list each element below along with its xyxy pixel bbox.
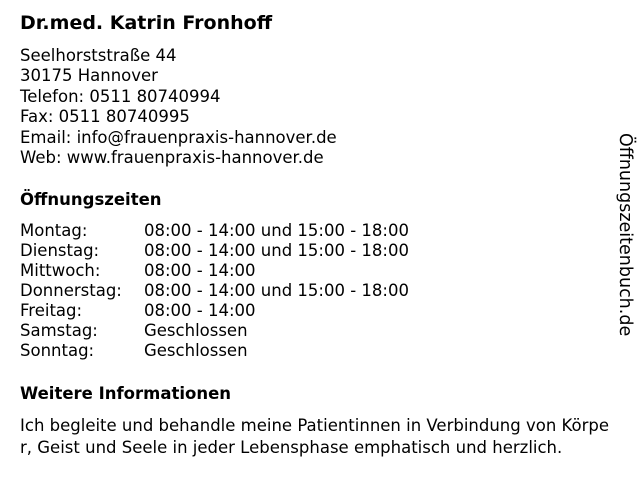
watermark-label: Öffnungszeitenbuch.de [615,133,635,337]
hours-row-tuesday [20,241,610,261]
email-line: Email: info@frauenpraxis-hannover.de [20,127,337,147]
address-city: 30175 Hannover [20,66,158,86]
info-text: Ich begleite und behandle meine Patientinnen in Verbindung von Körper, Geist und Seele in jeder Lebensphase emphatisch und herzlich. [20,416,610,458]
hours-row-saturday [20,321,610,341]
fax-line: Fax: 0511 80740995 [20,107,190,127]
hours-time: 08:00 - 14:00 und 15:00 - 18:00 [144,221,409,241]
hours-day: Montag: [20,221,88,241]
address-street: Seelhorststraße 44 [20,46,177,65]
hours-time: Geschlossen [144,341,248,361]
hours-row-thursday [20,281,610,301]
practice-card [20,10,610,459]
hours-day: Mittwoch: [20,261,101,281]
contact-block [20,46,610,168]
hours-time: 08:00 - 14:00 [144,301,256,321]
hours-day: Sonntag: [20,341,95,361]
hours-day: Freitag: [20,301,83,321]
hours-day: Donnerstag: [20,281,122,301]
hours-time: 08:00 - 14:00 und 15:00 - 18:00 [144,281,409,301]
info-heading: Weitere Informationen [20,384,232,404]
web-line: Web: www.frauenpraxis-hannover.de [20,148,324,168]
phone-line: Telefon: 0511 80740994 [20,86,221,106]
practice-name: Dr.med. Katrin Fronhoff [20,12,273,34]
hours-row-wednesday [20,261,610,281]
hours-row-monday [20,221,610,241]
hours-table [20,221,610,361]
hours-row-friday [20,301,610,321]
hours-time: 08:00 - 14:00 und 15:00 - 18:00 [144,241,409,261]
hours-day: Samstag: [20,321,98,341]
hours-day: Dienstag: [20,241,100,261]
hours-row-sunday [20,341,610,361]
hours-time: Geschlossen [144,321,248,341]
hours-time: 08:00 - 14:00 [144,261,256,281]
hours-heading: Öffnungszeiten [20,190,162,210]
